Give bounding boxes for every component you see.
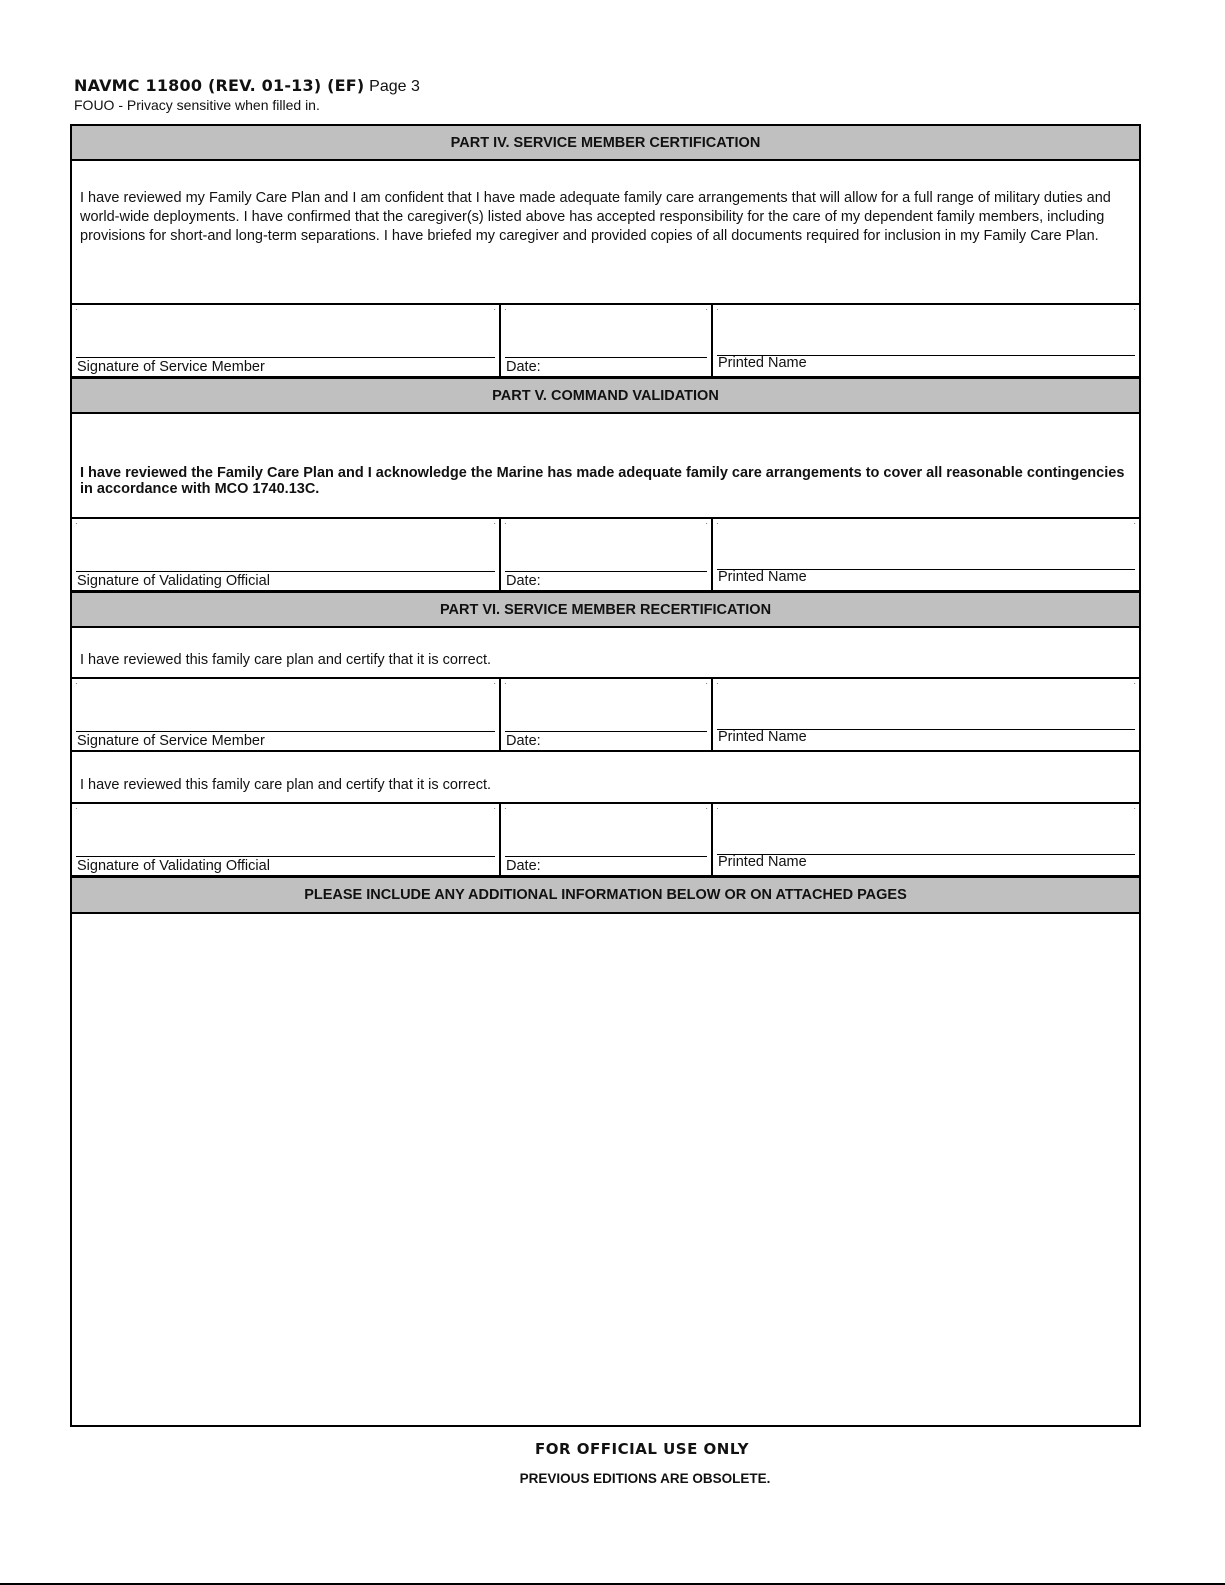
date-field[interactable] xyxy=(505,806,707,856)
date-cell: · · Date: xyxy=(499,519,713,590)
additional-info-header xyxy=(72,876,1139,914)
date-line xyxy=(505,571,707,572)
printed-name-field[interactable] xyxy=(717,681,1135,731)
part6-statement-1: I have reviewed this family care plan and certify that it is correct. xyxy=(80,652,492,668)
date-field[interactable] xyxy=(505,307,707,357)
signature-line xyxy=(76,357,495,358)
signature-field[interactable] xyxy=(76,681,495,731)
date-label: Date: xyxy=(506,573,541,589)
signature-field[interactable] xyxy=(76,521,495,571)
signature-cell: · · Signature of Validating Official xyxy=(75,519,496,589)
date-label: Date: xyxy=(506,858,541,874)
part5-signature-row xyxy=(72,517,1139,592)
printed-name-label: Printed Name xyxy=(718,355,807,371)
form-title xyxy=(74,76,420,96)
signature-field[interactable] xyxy=(76,307,495,357)
date-label: Date: xyxy=(506,733,541,749)
signature-line xyxy=(76,731,495,732)
signature-label: Signature of Validating Official xyxy=(77,573,270,589)
date-line xyxy=(505,731,707,732)
signature-cell: · · Signature of Service Member xyxy=(75,305,496,375)
date-line xyxy=(505,856,707,857)
signature-label: Signature of Service Member xyxy=(77,359,265,375)
printed-name-label: Printed Name xyxy=(718,569,807,585)
printed-name-cell: · · Printed Name xyxy=(716,804,1136,870)
printed-name-cell: · · Printed Name xyxy=(716,679,1136,745)
date-field[interactable] xyxy=(505,521,707,571)
signature-field[interactable] xyxy=(76,806,495,856)
part6-title: PART VI. SERVICE MEMBER RECERTIFICATION xyxy=(439,601,772,618)
additional-info-title: PLEASE INCLUDE ANY ADDITIONAL INFORMATION BELOW OR ON ATTACHED PAGES xyxy=(304,887,907,903)
part4-statement: I have reviewed my Family Care Plan and I am confident that I have made adequate family care arrangements that will allow for a full range of military duties and world-wide deployments. I have confirmed that the caregiver(s) listed above has accepted responsibility for the care of my dependent family members, including provisions for short-and long-term separations. I have briefed my caregiver and provided copies of all documents required for inclusion in my Family Care Plan. xyxy=(80,190,1111,244)
date-field[interactable] xyxy=(505,681,707,731)
printed-name-cell: · · Printed Name xyxy=(716,519,1136,585)
printed-name-label: Printed Name xyxy=(718,729,807,745)
date-cell: · · Date: xyxy=(499,804,713,875)
printed-name-label: Printed Name xyxy=(718,854,807,870)
page-number: Page 3 xyxy=(369,78,420,95)
form-body xyxy=(70,124,1141,1427)
editions-notice: PREVIOUS EDITIONS ARE OBSOLETE. xyxy=(519,1471,771,1486)
part6-header xyxy=(72,591,1139,628)
part6-signature-row-2 xyxy=(72,802,1139,877)
date-cell: · · Date: xyxy=(499,305,713,376)
privacy-notice: FOUO - Privacy sensitive when filled in. xyxy=(74,97,320,113)
printed-name-field[interactable] xyxy=(717,521,1135,571)
signature-label: Signature of Validating Official xyxy=(77,858,270,874)
date-label: Date: xyxy=(506,359,541,375)
part6-statement-2: I have reviewed this family care plan and certify that it is correct. xyxy=(80,777,492,793)
printed-name-field[interactable] xyxy=(717,307,1135,357)
classification-footer: FOR OFFICIAL USE ONLY xyxy=(535,1440,749,1458)
form-id: NAVMC 11800 (REV. 01-13) (EF) xyxy=(74,76,365,95)
signature-line xyxy=(76,571,495,572)
signature-cell: · · Signature of Service Member xyxy=(75,679,496,749)
date-line xyxy=(505,357,707,358)
part4-header xyxy=(72,126,1139,161)
printed-name-field[interactable] xyxy=(717,806,1135,856)
additional-info-textarea[interactable] xyxy=(72,914,1139,1425)
signature-line xyxy=(76,856,495,857)
part5-header xyxy=(72,377,1139,414)
printed-name-cell: · · Printed Name xyxy=(716,305,1136,371)
part4-signature-row xyxy=(72,303,1139,378)
signature-cell: · · Signature of Validating Official xyxy=(75,804,496,874)
part4-title: PART IV. SERVICE MEMBER CERTIFICATION xyxy=(450,134,761,151)
part5-title: PART V. COMMAND VALIDATION xyxy=(492,387,719,404)
part5-statement: I have reviewed the Family Care Plan and I acknowledge the Marine has made adequate family care arrangements to cover all reasonable contingencies in accordance with MCO 1740.13C. xyxy=(80,465,1125,497)
date-cell: · · Date: xyxy=(499,679,713,750)
part6-signature-row-1 xyxy=(72,677,1139,752)
signature-label: Signature of Service Member xyxy=(77,733,265,749)
